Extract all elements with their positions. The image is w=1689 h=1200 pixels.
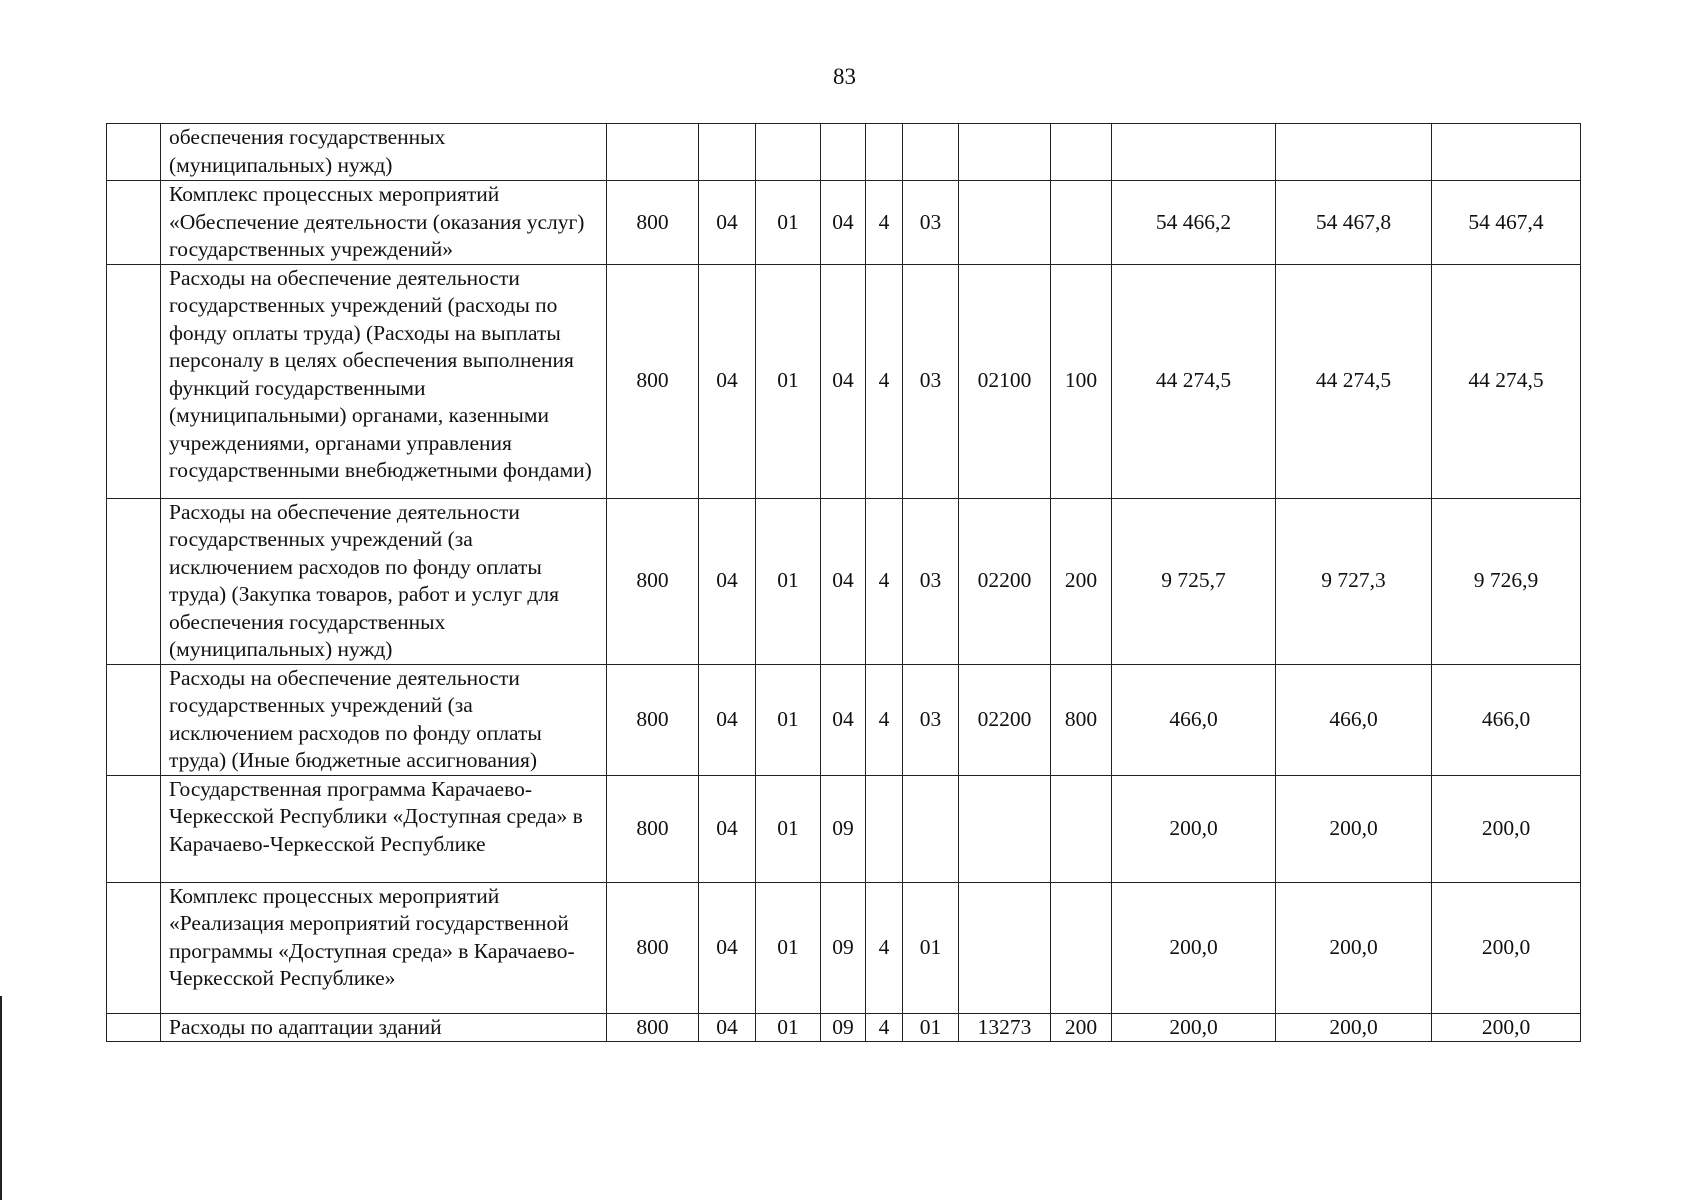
- expense-name-cell: Расходы на обеспечение деятельности государственных учреждений (расходы по фонду оплаты труда) (Расходы на выплаты персоналу в целях обеспечения выполнения функций государственными (муниципальными) органами, казенными учреждениями, органами управления государственными внебюджетными фондами): [161, 264, 607, 498]
- expense-name-cell: Расходы на обеспечение деятельности государственных учреждений (за исключением расходов по фонду оплаты труда) (Закупка товаров, работ и услуг для обеспечения государственных (муниципальных) нужд): [161, 498, 607, 664]
- complex-code-cell: 03: [903, 498, 959, 664]
- complex-code-cell: 03: [903, 181, 959, 265]
- amount-year-1-cell: 200,0: [1112, 1013, 1276, 1042]
- program-code-cell: 04: [821, 498, 866, 664]
- program-type-cell: [866, 775, 903, 882]
- budget-table: [106, 123, 1581, 1042]
- amount-year-1-cell: 466,0: [1112, 664, 1276, 775]
- amount-year-3-cell: 54 467,4: [1432, 181, 1581, 265]
- amount-year-3-cell: 200,0: [1432, 882, 1581, 1013]
- complex-code-cell: [903, 124, 959, 181]
- subsection-code-cell: 01: [756, 498, 821, 664]
- expense-name-cell: Расходы по адаптации зданий: [161, 1013, 607, 1042]
- program-code-cell: 04: [821, 181, 866, 265]
- amount-year-3-cell: 466,0: [1432, 664, 1581, 775]
- row-number-cell: [107, 882, 161, 1013]
- table-row: [107, 181, 1581, 265]
- program-code-cell: 09: [821, 1013, 866, 1042]
- row-number-cell: [107, 264, 161, 498]
- table-row: [107, 264, 1581, 498]
- amount-year-1-cell: 200,0: [1112, 882, 1276, 1013]
- direction-code-cell: 02100: [959, 264, 1051, 498]
- amount-year-2-cell: 9 727,3: [1276, 498, 1432, 664]
- row-number-cell: [107, 124, 161, 181]
- direction-code-cell: [959, 124, 1051, 181]
- program-code-cell: 04: [821, 664, 866, 775]
- subsection-code-cell: 01: [756, 181, 821, 265]
- subsection-code-cell: 01: [756, 264, 821, 498]
- amount-year-2-cell: 466,0: [1276, 664, 1432, 775]
- section-code-cell: [699, 124, 756, 181]
- amount-year-1-cell: 200,0: [1112, 775, 1276, 882]
- amount-year-1-cell: 9 725,7: [1112, 498, 1276, 664]
- ministry-code-cell: 800: [607, 775, 699, 882]
- program-type-cell: 4: [866, 882, 903, 1013]
- expense-type-cell: 800: [1051, 664, 1112, 775]
- direction-code-cell: [959, 882, 1051, 1013]
- program-type-cell: 4: [866, 664, 903, 775]
- ministry-code-cell: 800: [607, 264, 699, 498]
- subsection-code-cell: 01: [756, 1013, 821, 1042]
- direction-code-cell: [959, 181, 1051, 265]
- ministry-code-cell: 800: [607, 882, 699, 1013]
- amount-year-2-cell: 200,0: [1276, 1013, 1432, 1042]
- expense-name-cell: обеспечения государственных (муниципальных) нужд): [161, 124, 607, 181]
- section-code-cell: 04: [699, 882, 756, 1013]
- page-number: 83: [833, 64, 856, 89]
- expense-type-cell: 200: [1051, 1013, 1112, 1042]
- ministry-code-cell: 800: [607, 664, 699, 775]
- expense-type-cell: 200: [1051, 498, 1112, 664]
- section-code-cell: 04: [699, 775, 756, 882]
- amount-year-3-cell: [1432, 124, 1581, 181]
- complex-code-cell: 01: [903, 882, 959, 1013]
- table-row: [107, 1013, 1581, 1042]
- amount-year-3-cell: 44 274,5: [1432, 264, 1581, 498]
- amount-year-2-cell: 44 274,5: [1276, 264, 1432, 498]
- complex-code-cell: 01: [903, 1013, 959, 1042]
- expense-name-cell: Комплекс процессных мероприятий «Обеспечение деятельности (оказания услуг) государственных учреждений»: [161, 181, 607, 265]
- complex-code-cell: 03: [903, 664, 959, 775]
- direction-code-cell: 02200: [959, 664, 1051, 775]
- subsection-code-cell: 01: [756, 882, 821, 1013]
- ministry-code-cell: 800: [607, 1013, 699, 1042]
- expense-type-cell: 100: [1051, 264, 1112, 498]
- table-row: [107, 882, 1581, 1013]
- table-row: [107, 664, 1581, 775]
- program-code-cell: [821, 124, 866, 181]
- subsection-code-cell: 01: [756, 775, 821, 882]
- row-number-cell: [107, 181, 161, 265]
- section-code-cell: 04: [699, 264, 756, 498]
- amount-year-3-cell: 9 726,9: [1432, 498, 1581, 664]
- section-code-cell: 04: [699, 1013, 756, 1042]
- ministry-code-cell: [607, 124, 699, 181]
- program-type-cell: 4: [866, 181, 903, 265]
- program-code-cell: 04: [821, 264, 866, 498]
- expense-type-cell: [1051, 775, 1112, 882]
- amount-year-3-cell: 200,0: [1432, 1013, 1581, 1042]
- expense-type-cell: [1051, 181, 1112, 265]
- subsection-code-cell: 01: [756, 664, 821, 775]
- amount-year-2-cell: 200,0: [1276, 775, 1432, 882]
- expense-name-cell: Расходы на обеспечение деятельности государственных учреждений (за исключением расходов по фонду оплаты труда) (Иные бюджетные ассигнования): [161, 664, 607, 775]
- scan-edge-mark: [0, 996, 2, 1200]
- amount-year-1-cell: [1112, 124, 1276, 181]
- program-type-cell: 4: [866, 498, 903, 664]
- complex-code-cell: 03: [903, 264, 959, 498]
- amount-year-1-cell: 54 466,2: [1112, 181, 1276, 265]
- amount-year-2-cell: 54 467,8: [1276, 181, 1432, 265]
- row-number-cell: [107, 1013, 161, 1042]
- program-code-cell: 09: [821, 775, 866, 882]
- section-code-cell: 04: [699, 664, 756, 775]
- row-number-cell: [107, 664, 161, 775]
- program-type-cell: 4: [866, 264, 903, 498]
- amount-year-3-cell: 200,0: [1432, 775, 1581, 882]
- section-code-cell: 04: [699, 181, 756, 265]
- table-row: [107, 775, 1581, 882]
- table-row: [107, 498, 1581, 664]
- row-number-cell: [107, 498, 161, 664]
- ministry-code-cell: 800: [607, 498, 699, 664]
- row-number-cell: [107, 775, 161, 882]
- amount-year-1-cell: 44 274,5: [1112, 264, 1276, 498]
- amount-year-2-cell: [1276, 124, 1432, 181]
- expense-name-cell: Комплекс процессных мероприятий «Реализация мероприятий государственной программы «Доступная среда» в Карачаево-Черкесской Республике»: [161, 882, 607, 1013]
- expense-type-cell: [1051, 124, 1112, 181]
- direction-code-cell: 13273: [959, 1013, 1051, 1042]
- program-type-cell: 4: [866, 1013, 903, 1042]
- direction-code-cell: 02200: [959, 498, 1051, 664]
- ministry-code-cell: 800: [607, 181, 699, 265]
- expense-name-cell: Государственная программа Карачаево-Черкесской Республики «Доступная среда» в Карачаево-Черкесской Республике: [161, 775, 607, 882]
- expense-type-cell: [1051, 882, 1112, 1013]
- complex-code-cell: [903, 775, 959, 882]
- program-type-cell: [866, 124, 903, 181]
- table-row: [107, 124, 1581, 181]
- program-code-cell: 09: [821, 882, 866, 1013]
- direction-code-cell: [959, 775, 1051, 882]
- subsection-code-cell: [756, 124, 821, 181]
- section-code-cell: 04: [699, 498, 756, 664]
- amount-year-2-cell: 200,0: [1276, 882, 1432, 1013]
